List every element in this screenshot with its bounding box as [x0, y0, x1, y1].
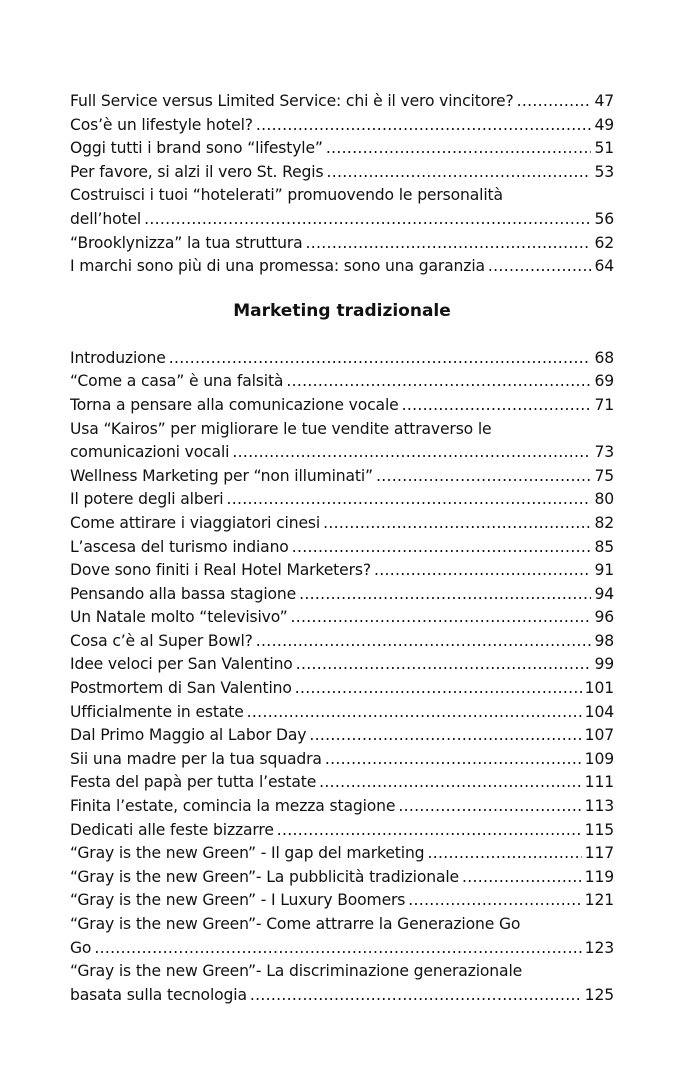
toc-entry-page-number: 125: [584, 985, 614, 1004]
toc-entry: [70, 677, 614, 701]
toc-entry-page-number: 80: [594, 490, 614, 509]
toc-entry: [70, 889, 614, 913]
dot-leader: [398, 795, 581, 819]
toc-entry-line: [70, 583, 614, 607]
toc-entry: [70, 701, 614, 725]
toc-entry-page-number: 85: [594, 537, 614, 556]
dot-leader: [462, 866, 582, 890]
toc-entry-page-number: 82: [594, 513, 614, 532]
toc-entry-page-number: 96: [594, 608, 614, 627]
toc-entry-line: [70, 984, 614, 1008]
dot-leader: [144, 208, 591, 232]
toc-entry: [70, 842, 614, 866]
toc-entry-line: [70, 255, 614, 279]
toc-entry: [70, 394, 614, 418]
dot-leader: [326, 137, 592, 161]
dot-leader: [517, 90, 592, 114]
dot-leader: [247, 701, 582, 725]
toc-entry: [70, 866, 614, 890]
toc-entry: [70, 418, 614, 465]
dot-leader: [374, 559, 592, 583]
toc-entry: [70, 653, 614, 677]
toc-entry: [70, 819, 614, 843]
toc-entry-line: [70, 842, 614, 866]
toc-entry-page-number: 117: [584, 844, 614, 863]
dot-leader: [309, 724, 581, 748]
toc-entry-page-number: 104: [584, 702, 614, 721]
toc-entry-page-number: 56: [594, 209, 614, 228]
toc-entry-title: Idee veloci per San Valentino: [70, 655, 293, 674]
toc-entry-title: Torna a pensare alla comunicazione vocale: [70, 395, 399, 414]
toc-entry-title: Cos’è un lifestyle hotel?: [70, 115, 253, 134]
toc-entry: [70, 347, 614, 371]
toc-entry-line: [70, 208, 614, 232]
toc-entry-line: [70, 606, 614, 630]
toc-entry: [70, 161, 614, 185]
dot-leader: [323, 512, 591, 536]
toc-entry-line: [70, 937, 614, 961]
toc-entry-title: Introduzione: [70, 348, 166, 367]
toc-entry-title: basata sulla tecnologia: [70, 985, 247, 1004]
toc-entry-line: [70, 394, 614, 418]
toc-entry: [70, 748, 614, 772]
toc-entry-title: Cosa c’è al Super Bowl?: [70, 631, 253, 650]
toc-entry-title: “Gray is the new Green” - Il gap del marketing: [70, 844, 425, 863]
dot-leader: [299, 583, 591, 607]
toc-entry-line: [70, 488, 614, 512]
toc-entry-title: “Brooklynizza” la tua struttura: [70, 233, 303, 252]
toc-entry-title: Full Service versus Limited Service: chi è il vero vincitore?: [70, 92, 514, 110]
toc-entry: [70, 488, 614, 512]
dot-leader: [325, 748, 582, 772]
toc-entry: [70, 630, 614, 654]
toc-entry-title: Ufficialmente in estate: [70, 702, 244, 721]
toc-entry-page-number: 64: [594, 257, 614, 276]
dot-leader: [292, 536, 592, 560]
toc-entry: [70, 114, 614, 138]
toc-entry-title: Il potere degli alberi: [70, 490, 224, 509]
toc-entry-line: [70, 653, 614, 677]
toc-entry-line: [70, 866, 614, 890]
dot-leader: [227, 488, 592, 512]
toc-entry: [70, 583, 614, 607]
toc-entry-title: “Come a casa” è una falsità: [70, 372, 284, 391]
toc-entry-page-number: 111: [584, 773, 614, 792]
dot-leader: [256, 114, 592, 138]
toc-entry: [70, 90, 614, 114]
toc-entry-title: dell’hotel: [70, 209, 142, 228]
toc-entry: [70, 512, 614, 536]
toc-entry: [70, 559, 614, 583]
toc-entry-page-number: 113: [584, 797, 614, 816]
toc-entry-title: I marchi sono più di una promessa: sono una garanzia: [70, 257, 485, 276]
toc-entry-line: [70, 512, 614, 536]
toc-entry: [70, 232, 614, 256]
toc-entry-page-number: 115: [584, 820, 614, 839]
toc-entry-title: comunicazioni vocali: [70, 443, 230, 462]
toc-entry: [70, 913, 614, 960]
toc-entry-title-first-line: Costruisci i tuoi “hotelerati” promuovendo le personalità: [70, 186, 503, 205]
toc-entry-page-number: 51: [594, 139, 614, 158]
dot-leader: [408, 889, 581, 913]
toc-entry-title: Dove sono finiti i Real Hotel Marketers?: [70, 561, 371, 580]
toc-entry-line: [70, 536, 614, 560]
dot-leader: [376, 465, 591, 489]
toc-entry-page-number: 109: [584, 749, 614, 768]
toc-entry-page-number: 62: [594, 233, 614, 252]
toc-entry-title: Sii una madre per la tua squadra: [70, 749, 322, 768]
toc-entry-title: “Gray is the new Green” - I Luxury Boomers: [70, 891, 406, 910]
toc-entry-line: [70, 137, 614, 161]
toc-entry-page-number: 91: [594, 561, 614, 580]
toc-entry-page-number: 123: [584, 938, 614, 957]
section-title: Marketing tradizionale: [233, 300, 451, 321]
toc-entry-line: [70, 795, 614, 819]
dot-leader: [319, 771, 582, 795]
toc-entry-title: Oggi tutti i brand sono “lifestyle”: [70, 139, 323, 158]
toc-entry-line: [70, 819, 614, 843]
dot-leader: [427, 842, 581, 866]
toc-entry-line: [70, 161, 614, 185]
toc-entry-line: [70, 114, 614, 138]
toc-entry-line: [70, 701, 614, 725]
toc-entry: [70, 960, 614, 1007]
toc-entry: [70, 370, 614, 394]
toc-entry-line: [70, 724, 614, 748]
toc-entry-page-number: 107: [584, 726, 614, 745]
toc-entry-title: Per favore, si alzi il vero St. Regis: [70, 162, 324, 181]
toc-entry-title: L’ascesa del turismo indiano: [70, 537, 289, 556]
toc-entry-line: [70, 748, 614, 772]
toc-list-top: [70, 90, 614, 279]
toc-entry: [70, 255, 614, 279]
toc-entry-title: Wellness Marketing per “non illuminati”: [70, 466, 373, 485]
toc-entry-line: [70, 370, 614, 394]
dot-leader: [291, 606, 592, 630]
toc-entry-page-number: 121: [584, 891, 614, 910]
toc-entry-line: [70, 771, 614, 795]
toc-entry-title: Pensando alla bassa stagione: [70, 584, 297, 603]
toc-entry-title: Dal Primo Maggio al Labor Day: [70, 726, 307, 745]
toc-entry-line: [70, 465, 614, 489]
toc-entry-page-number: 99: [594, 655, 614, 674]
toc-entry-title: Finita l’estate, comincia la mezza stagione: [70, 797, 396, 816]
toc-entry-title-first-line: “Gray is the new Green”- La discriminazione generazionale: [70, 962, 523, 981]
toc-entry-title-first-line: Usa “Kairos” per migliorare le tue vendite attraverso le: [70, 419, 492, 438]
toc-entry-page-number: 73: [594, 443, 614, 462]
toc-entry-title: Go: [70, 938, 92, 957]
dot-leader: [402, 394, 592, 418]
dot-leader: [250, 984, 582, 1008]
toc-entry: [70, 724, 614, 748]
toc-entry-page-number: 53: [594, 162, 614, 181]
dot-leader: [94, 937, 581, 961]
dot-leader: [296, 653, 592, 677]
toc-entry-title: “Gray is the new Green”- La pubblicità tradizionale: [70, 867, 460, 886]
dot-leader: [326, 161, 591, 185]
toc-entry-line: [70, 559, 614, 583]
toc-entry-line: [70, 232, 614, 256]
dot-leader: [232, 441, 591, 465]
toc-entry-page-number: 71: [594, 395, 614, 414]
toc-entry-page-number: 68: [594, 348, 614, 367]
dot-leader: [256, 630, 592, 654]
toc-entry-title: Un Natale molto “televisivo”: [70, 608, 288, 627]
toc-entry-page-number: 47: [594, 92, 614, 110]
toc-entry-title: Come attirare i viaggiatori cinesi: [70, 513, 321, 532]
toc-entry-title: Festa del papà per tutta l’estate: [70, 773, 317, 792]
toc-entry-page-number: 101: [584, 679, 614, 698]
toc-entry-page-number: 69: [594, 372, 614, 391]
toc-entry-title-first-line: “Gray is the new Green”- Come attrarre la Generazione Go: [70, 915, 521, 933]
dot-leader: [169, 347, 592, 371]
toc-entry-title: Dedicati alle feste bizzarre: [70, 820, 274, 839]
toc-entry-line: [70, 630, 614, 654]
toc-entry: [70, 465, 614, 489]
toc-entry-line: [70, 677, 614, 701]
toc-entry-line: [70, 441, 614, 465]
toc-entry: [70, 137, 614, 161]
toc-entry-title: Postmortem di San Valentino: [70, 679, 292, 698]
dot-leader: [488, 255, 592, 279]
toc-entry-page-number: 94: [594, 584, 614, 603]
toc-entry: [70, 536, 614, 560]
dot-leader: [286, 370, 591, 394]
toc-entry-line: [70, 347, 614, 371]
toc-entry-page-number: 98: [594, 631, 614, 650]
toc-entry-page-number: 75: [594, 466, 614, 485]
toc-entry-page-number: 119: [584, 867, 614, 886]
toc-entry: [70, 771, 614, 795]
table-of-contents-page: [70, 90, 614, 1007]
dot-leader: [295, 677, 582, 701]
toc-list-marketing-tradizionale: [70, 347, 614, 1008]
toc-entry-line: [70, 90, 614, 114]
toc-entry: [70, 795, 614, 819]
toc-entry-line: [70, 889, 614, 913]
toc-entry: [70, 606, 614, 630]
dot-leader: [277, 819, 582, 843]
dot-leader: [306, 232, 592, 256]
toc-entry-page-number: 49: [594, 115, 614, 134]
toc-entry: [70, 184, 614, 231]
